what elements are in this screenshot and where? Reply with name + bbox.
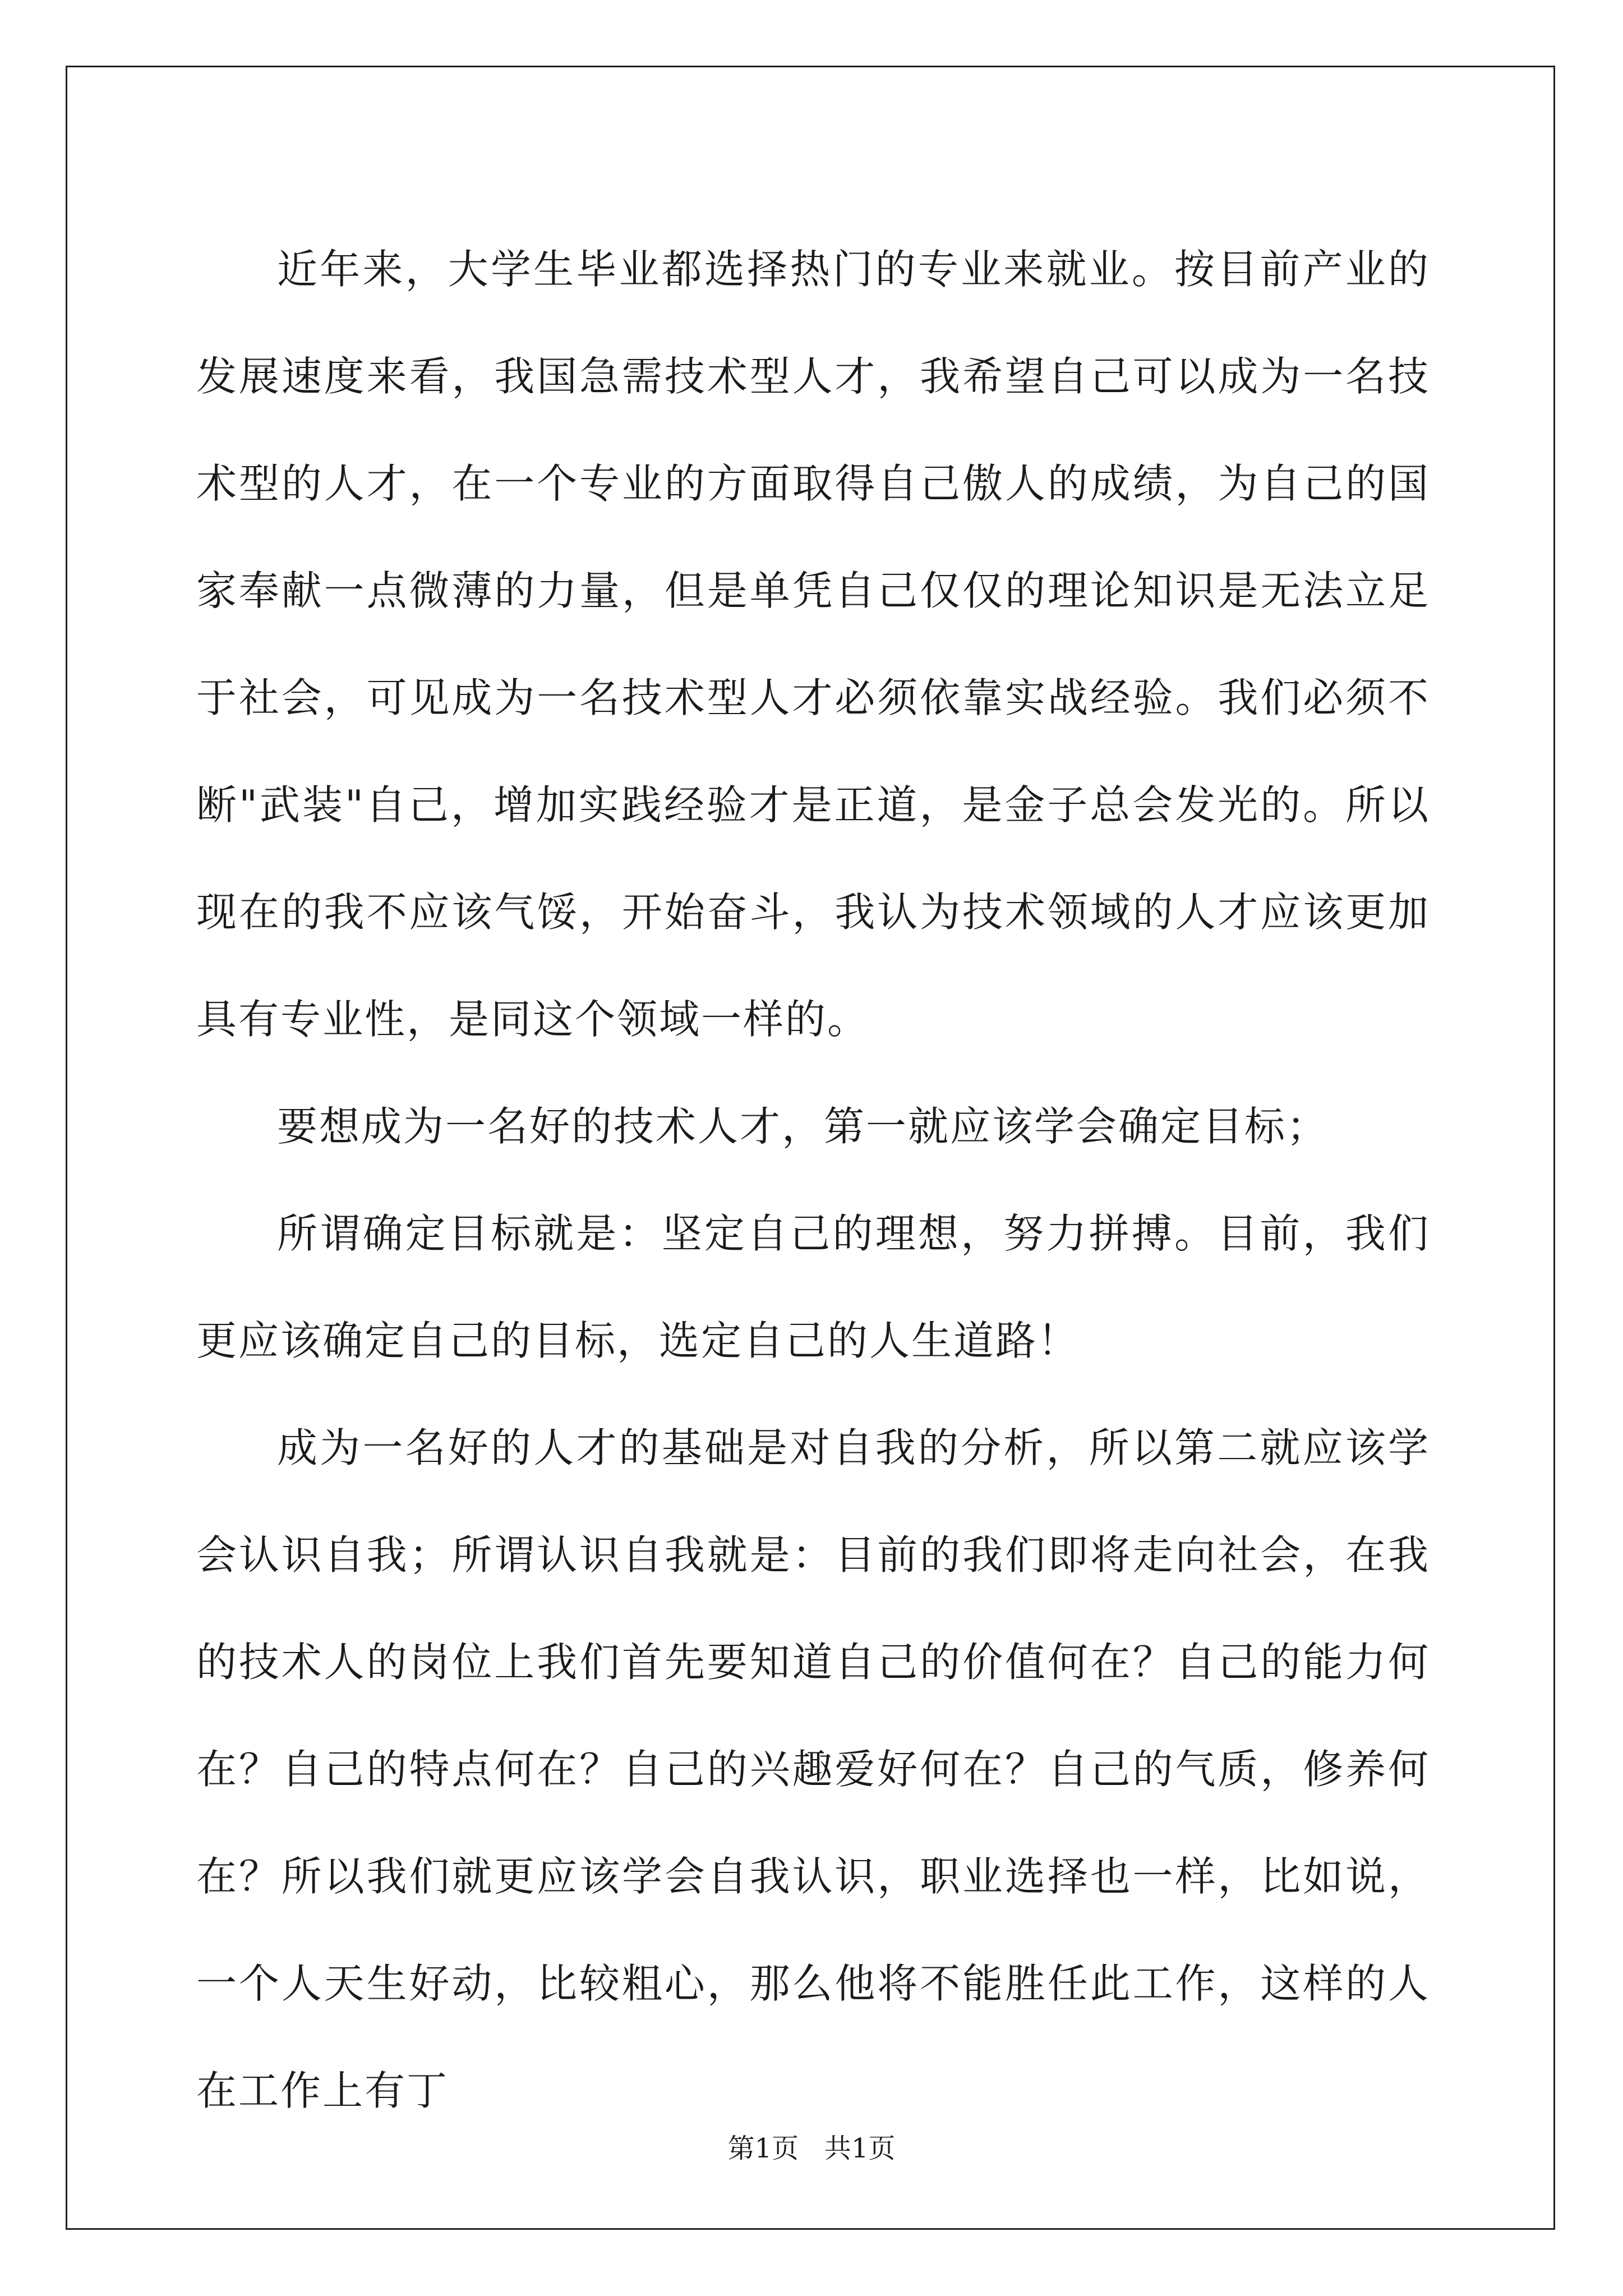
document-body xyxy=(196,216,1430,2145)
paragraph-2: 要想成为一名好的技术人才，第一就应该学会确定目标； xyxy=(277,1103,1329,1150)
page-footer: 第1页 共1页 xyxy=(727,2133,896,2164)
paragraph-3: 所谓确定目标就是：坚定自己的理想，努力拼搏。目前，我们更应该确定自己的目标，选定自己的人生道路！ xyxy=(196,1210,1430,1364)
paragraph-1: 近年来，大学生毕业都选择热门的专业来就业。按目前产业的发展速度来看，我国急需技术型人才，我希望自己可以成为一名技术型的人才，在一个专业的方面取得自己傲人的成绩，为自己的国家奉献一点微薄的力量，但是单凭自己仅仅的理论知识是无法立足于社会，可见成为一名技术型人才必须依靠实战经验。我们必须不断"武装"自己，增加实践经验才是正道，是金子总会发光的。所以现在的我不应该气馁，开始奋斗，我认为技术领域的人才应该更加具有专业性，是同这个领域一样的。 xyxy=(196,246,1430,1043)
paragraph-4: 成为一名好的人才的基础是对自我的分析，所以第二就应该学会认识自我；所谓认识自我就是：目前的我们即将走向社会，在我的技术人的岗位上我们首先要知道自己的价值何在？自己的能力何在？自己的特点何在？自己的兴趣爱好何在？自己的气质，修养何在？所以我们就更应该学会自我认识，职业选择也一样，比如说，一个人天生好动，比较粗心，那么他将不能胜任此工作，这样的人在工作上有丁 xyxy=(196,1424,1430,2114)
